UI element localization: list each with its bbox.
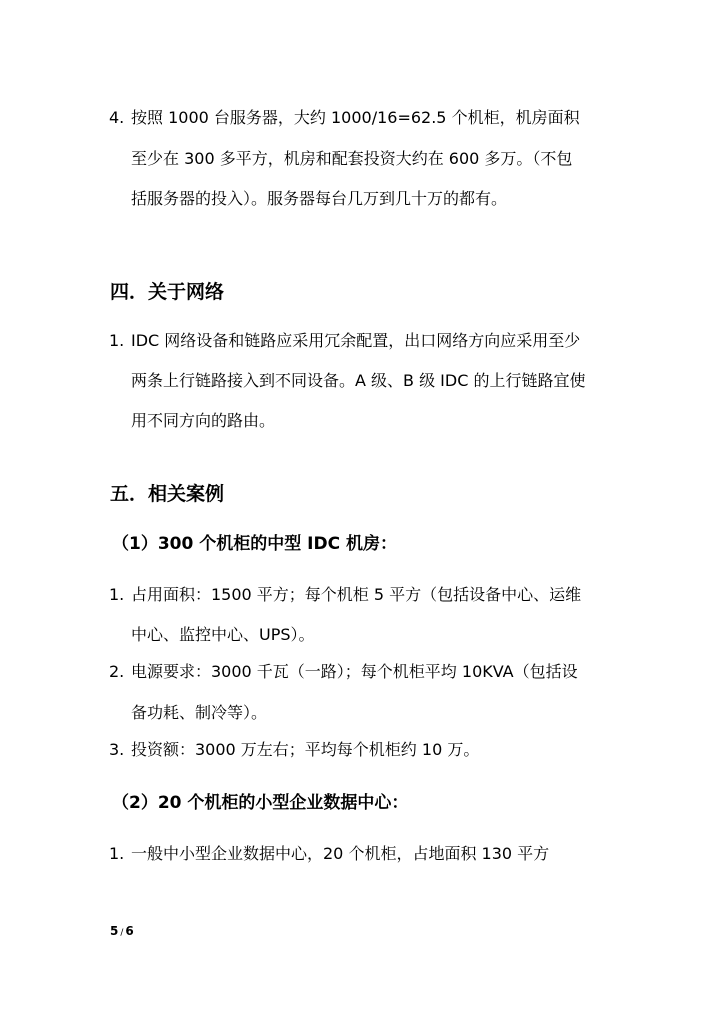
list-text: 投资额：3000 万左右；平均每个机柜约 10 万。 bbox=[131, 740, 480, 759]
case-subheading-2: （2）20 个机柜的小型企业数据中心： bbox=[112, 793, 409, 813]
list-number: 3. bbox=[109, 740, 125, 759]
list-text: 占用面积：1500 平方；每个机柜 5 平方（包括设备中心、运维 bbox=[131, 585, 582, 604]
list-item-line: 中心、监控中心、UPS）。 bbox=[131, 625, 315, 644]
list-number: 1. bbox=[109, 585, 125, 604]
list-text: IDC 网络设备和链路应采用冗余配置，出口网络方向应采用至少 bbox=[131, 331, 581, 350]
list-item-line: 至少在 300 多平方，机房和配套投资大约在 600 多万。（不包 bbox=[131, 149, 573, 168]
section-heading-network: 四．关于网络 bbox=[110, 281, 225, 303]
page-number bbox=[110, 923, 134, 941]
case-subheading-1: （1）300 个机柜的中型 IDC 机房： bbox=[112, 534, 397, 554]
list-item-line: 用不同方向的路由。 bbox=[131, 411, 276, 430]
page-separator: / bbox=[120, 928, 124, 938]
page-total: 6 bbox=[125, 924, 134, 938]
list-text: 一般中小型企业数据中心，20 个机柜，占地面积 130 平方 bbox=[131, 844, 550, 863]
list-number: 4. bbox=[109, 108, 125, 127]
list-number: 1. bbox=[109, 331, 125, 350]
list-item-line: 括服务器的投入）。服务器每台几万到几十万的都有。 bbox=[131, 189, 508, 208]
list-item-line: 备功耗、制冷等）。 bbox=[131, 703, 268, 722]
list-text: 按照 1000 台服务器，大约 1000/16=62.5 个机柜，机房面积 bbox=[131, 108, 580, 127]
list-text: 电源要求：3000 千瓦（一路）；每个机柜平均 10KVA（包括设 bbox=[131, 662, 578, 681]
section-heading-cases: 五．相关案例 bbox=[110, 483, 225, 505]
list-number: 2. bbox=[109, 662, 125, 681]
list-item-line: 两条上行链路接入到不同设备。A 级、B 级 IDC 的上行链路宜使 bbox=[131, 371, 586, 390]
page-current: 5 bbox=[110, 924, 119, 938]
list-number: 1. bbox=[109, 844, 125, 863]
